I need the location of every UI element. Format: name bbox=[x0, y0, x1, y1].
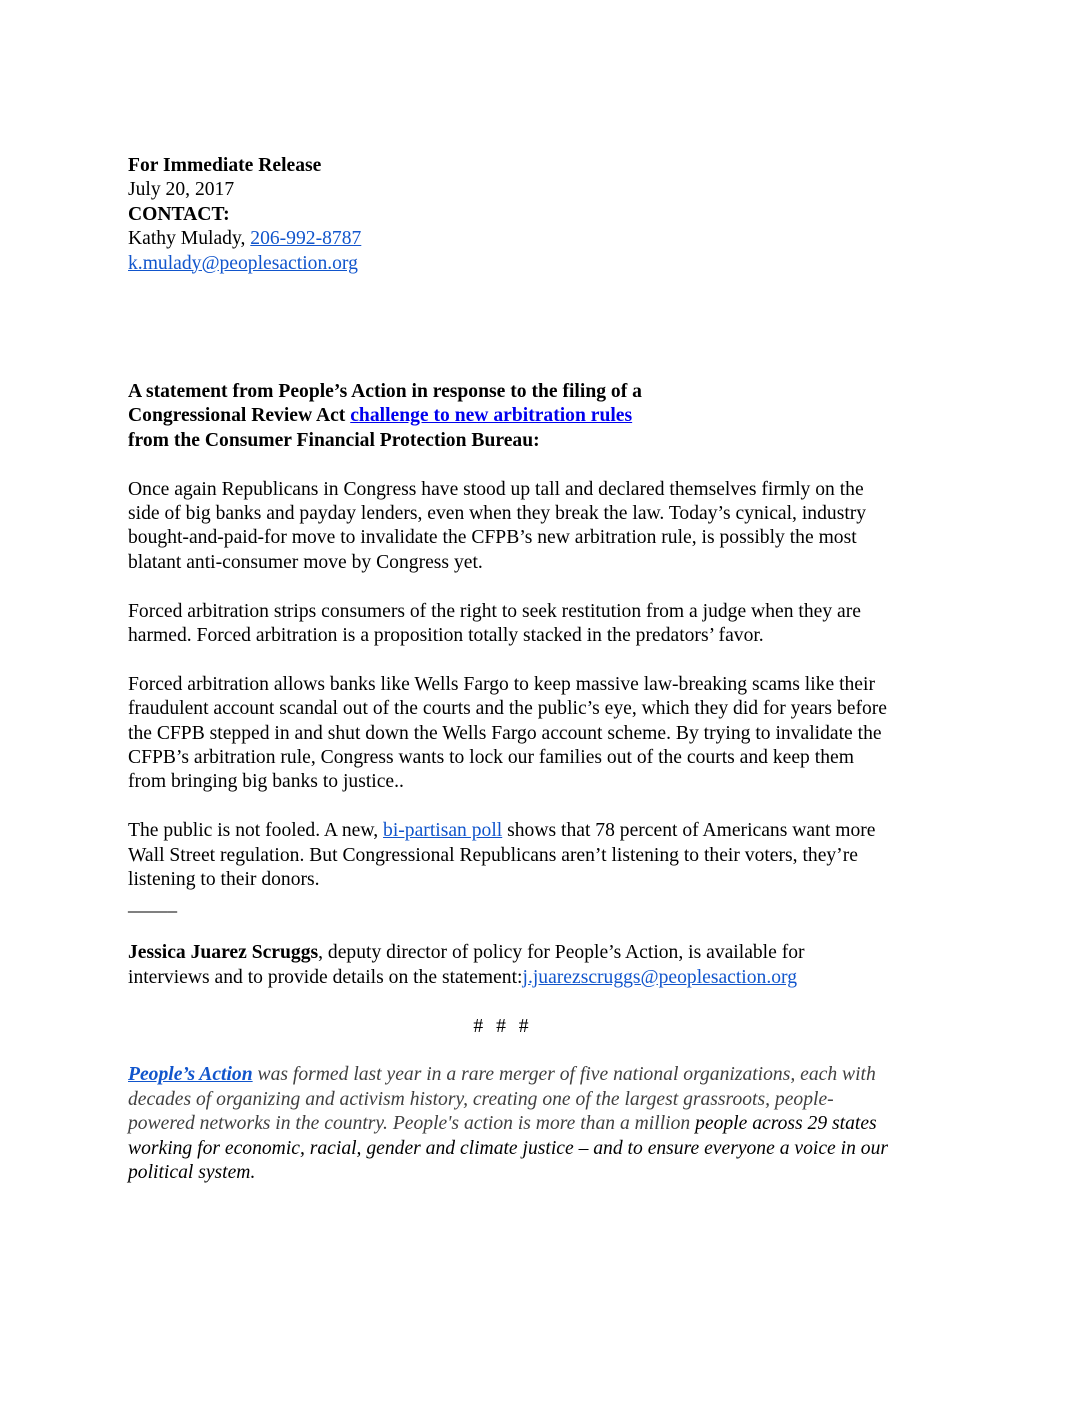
paragraph-2 bbox=[128, 600, 968, 649]
contact-line bbox=[128, 227, 968, 251]
paragraph-1 bbox=[128, 478, 968, 576]
paragraph-text: The public is not fooled. A new, bbox=[128, 820, 384, 842]
heading-line-2-text: Congressional Review Act bbox=[128, 405, 351, 427]
paragraph-text: shows that 78 percent of Americans want more bbox=[502, 820, 876, 842]
paragraph-line: the CFPB stepped in and shut down the Wells Fargo account scheme. By trying to invalidate the bbox=[128, 722, 882, 744]
paragraph-line: from bringing big banks to justice.. bbox=[128, 771, 404, 793]
paragraph-line: harmed. Forced arbitration is a proposition totally stacked in the predators’ favor. bbox=[128, 625, 764, 647]
release-label: For Immediate Release bbox=[128, 155, 322, 176]
paragraph-line: working for economic, racial, gender and climate justice – and to ensure everyone a voice in our bbox=[128, 1137, 888, 1159]
peoples-action-link[interactable]: People’s Action bbox=[128, 1064, 253, 1086]
arbitration-challenge-link[interactable]: challenge to new arbitration rules bbox=[350, 405, 633, 427]
separator-line: _____ bbox=[128, 893, 177, 915]
paragraph-line bbox=[128, 819, 968, 843]
contact-email-link[interactable]: k.mulady@peoplesaction.org bbox=[128, 252, 358, 274]
paragraph-3 bbox=[128, 673, 968, 795]
contact-label: CONTACT: bbox=[128, 203, 230, 225]
heading-line-2 bbox=[128, 404, 968, 428]
contact-name: Kathy Mulady, bbox=[128, 228, 251, 250]
bipartisan-poll-link[interactable]: bi-partisan poll bbox=[383, 820, 503, 842]
paragraph-line bbox=[128, 1063, 968, 1087]
about-paragraph bbox=[128, 1063, 968, 1185]
paragraph-line: political system. bbox=[128, 1161, 256, 1183]
paragraph-line bbox=[128, 1112, 968, 1136]
contact-phone-link[interactable]: 206-992-8787 bbox=[250, 228, 362, 250]
paragraph-text: , deputy director of policy for People’s Action, is available for bbox=[318, 942, 805, 964]
paragraph-line: fraudulent account scandal out of the courts and the public’s eye, which they did for years before bbox=[128, 698, 887, 720]
paragraph-text: people across 29 states bbox=[695, 1113, 877, 1135]
release-date: July 20, 2017 bbox=[128, 179, 235, 201]
paragraph-text: powered networks in the country. People's action is more than a million bbox=[128, 1113, 696, 1135]
paragraph-line: Forced arbitration strips consumers of the right to seek restitution from a judge when they are bbox=[128, 600, 861, 622]
spokesperson-email-link[interactable]: j.juarezscruggs@peoplesaction.org bbox=[522, 966, 797, 988]
paragraph-line bbox=[128, 966, 968, 990]
paragraph-text: interviews and to provide details on the statement: bbox=[128, 966, 523, 988]
paragraph-line: Forced arbitration allows banks like Wells Fargo to keep massive law-breaking scams like their bbox=[128, 673, 875, 695]
paragraph-line: decades of organizing and activism history, creating one of the largest grassroots, people- bbox=[128, 1088, 834, 1110]
paragraph-line bbox=[128, 941, 968, 965]
heading-line-1: A statement from People’s Action in response to the filing of a bbox=[128, 381, 642, 403]
paragraph-line: side of big banks and payday lenders, even when they break the law. Today’s cynical, industry bbox=[128, 503, 867, 525]
paragraph-line: bought-and-paid-for move to invalidate the CFPB’s new arbitration rule, is possibly the most bbox=[128, 527, 857, 549]
contact-email-line bbox=[128, 252, 968, 276]
paragraph-text: was formed last year in a rare merger of five national organizations, each with bbox=[252, 1064, 876, 1086]
paragraph-line: Wall Street regulation. But Congressional Republicans aren’t listening to their voters, they’re bbox=[128, 844, 858, 866]
end-marks: # # # bbox=[473, 1015, 533, 1037]
paragraph-line: Once again Republicans in Congress have stood up tall and declared themselves firmly on the bbox=[128, 478, 864, 500]
press-release bbox=[128, 154, 968, 1185]
spokesperson-name: Jessica Juarez Scruggs bbox=[128, 942, 319, 964]
paragraph-line: CFPB’s arbitration rule, Congress wants to lock our families out of the courts and keep them bbox=[128, 747, 854, 769]
heading-line-3: from the Consumer Financial Protection Bureau: bbox=[128, 429, 540, 451]
statement-heading bbox=[128, 380, 968, 453]
paragraph-4 bbox=[128, 819, 968, 892]
spokesperson-paragraph bbox=[128, 941, 968, 990]
paragraph-line: blatant anti-consumer move by Congress yet. bbox=[128, 551, 483, 573]
paragraph-line: listening to their donors. bbox=[128, 869, 320, 891]
